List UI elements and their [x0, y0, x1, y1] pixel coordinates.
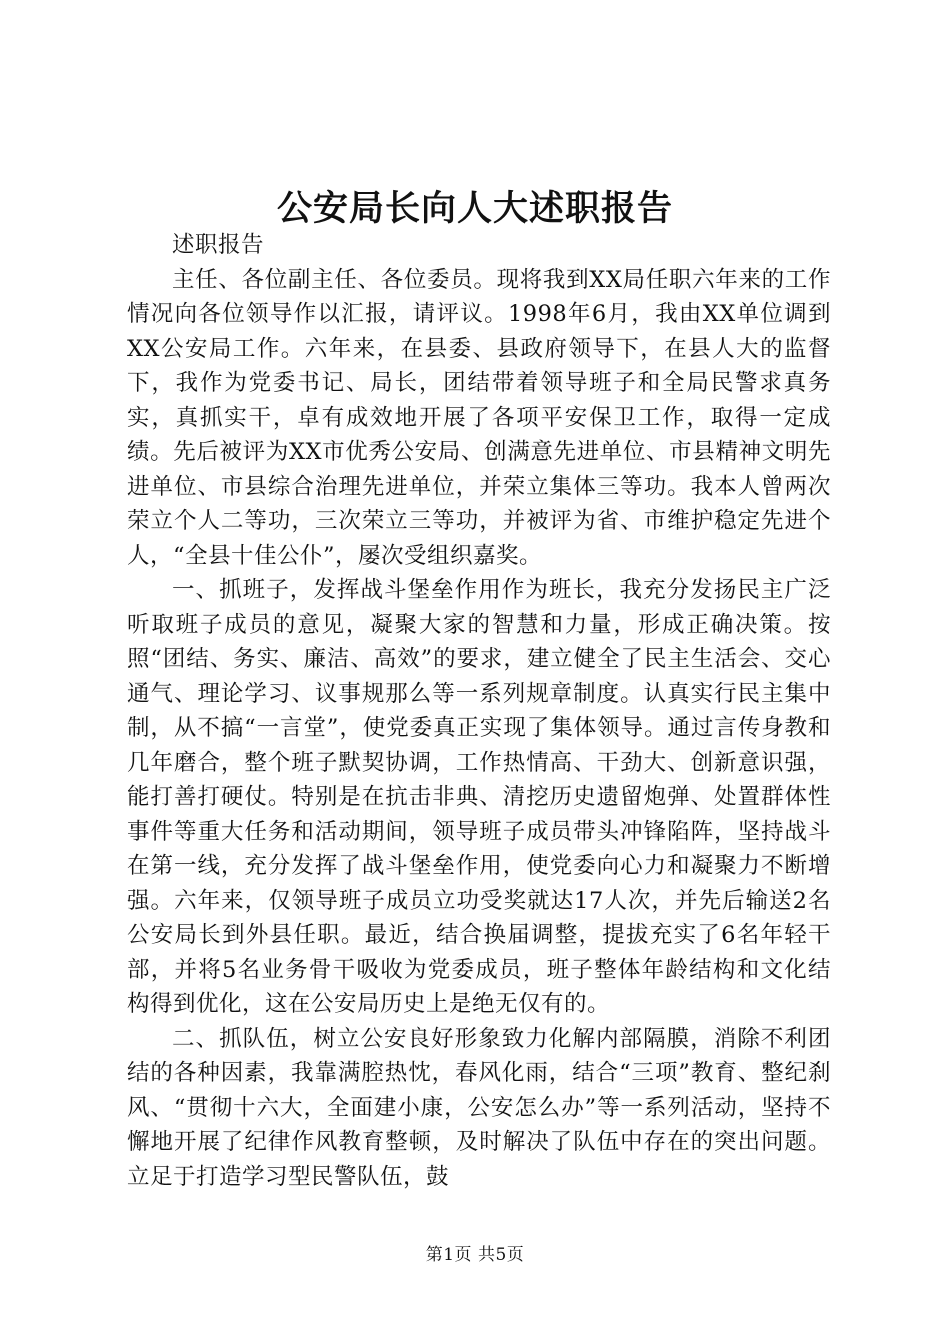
paragraph-intro: 主任、各位副主任、各位委员。现将我到XX局任职六年来的工作情况向各位领导作以汇报，请评议。1998年6月，我由XX单位调到XX公安局工作。六年来，在县委、县政府领导下，在县人大的监督下，我作为党委书记、局长，团结带着领导班子和全局民警求真务实，真抓实干，卓有成效地开展了各项平安保卫工作，取得一定成绩。先后被评为XX市优秀公安局、创满意先进单位、市县精神文明先进单位、市县综合治理先进单位，并荣立集体三等功。我本人曾两次荣立个人二等功，三次荣立三等功，并被评为省、市维护稳定先进个人，“全县十佳公仆”，屡次受组织嘉奖。 — [127, 266, 831, 569]
paragraph-heading: 述职报告 — [172, 232, 265, 258]
paragraph-section-one: 一、抓班子，发挥战斗堡垒作用作为班长，我充分发扬民主广泛听取班子成员的意见，凝聚大家的智慧和力量，形成正确决策。按照“团结、务实、廉洁、高效”的要求，建立健全了民主生活会、交心通气、理论学习、议事规那么等一系列规章制度。认真实行民主集中制，从不搞“一言堂”，使党委真正实现了集体领导。通过言传身教和几年磨合，整个班子默契协调，工作热情高、干劲大、创新意识强，能打善打硬仗。特别是在抗击非典、清挖历史遗留炮弹、处置群体性事件等重大任务和活动期间，领导班子成员带头冲锋陷阵，坚持战斗在第一线，充分发挥了战斗堡垒作用，使党委向心力和凝聚力不断增强。六年来，仅领导班子成员立功受奖就达17人次，并先后输送2名公安局长到外县任职。最近，结合换届调整，提拔充实了6名年轻干部，并将5名业务骨干吸收为党委成员，班子整体年龄结构和文化结构得到优化，这在公安局历史上是绝无仅有的。 — [127, 577, 831, 1017]
paragraph-section-two: 二、抓队伍，树立公安良好形象致力化解内部隔膜，消除不利团结的各种因素，我靠满腔热忱，春风化雨，结合“三项”教育、整纪刹风、“贯彻十六大，全面建小康，公安怎么办”等一系列活动，坚持不懈地开展了纪律作风教育整顿，及时解决了队伍中存在的突出问题。立足于打造学习型民警队伍，鼓 — [127, 1025, 831, 1190]
page-footer: 第1页 共5页 — [425, 1245, 525, 1265]
document-title: 公安局长向人大述职报告 — [276, 188, 673, 229]
document-body — [127, 228, 831, 1194]
